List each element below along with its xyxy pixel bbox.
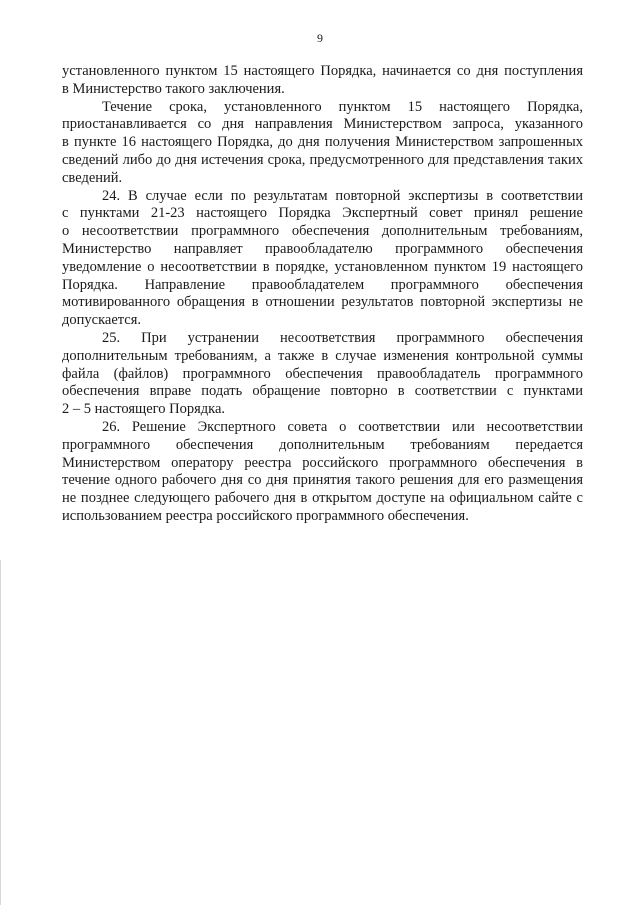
text-line: 24. В случае если по результатам повторной экспертизы в соответствии [102,187,583,204]
document-body [62,63,583,526]
paragraph-term-suspension [62,99,583,188]
text-line: мотивированного обращения в отношении результатов повторной экспертизы не [62,294,583,311]
text-line: файла (файлов) программного обеспечения правообладатель программного [62,365,583,382]
text-line: о несоответствии программного обеспечения дополнительным требованиям, [62,223,583,240]
paragraph-continuation [62,63,583,99]
paragraph-item-25 [62,330,583,419]
text-line: 26. Решение Экспертного совета о соответствии или несоответствии [102,418,583,435]
text-line: обеспечения вправе подать обращение повторно в соответствии с пунктами [62,383,583,400]
text-line: дополнительным требованиям, а также в случае изменения контрольной суммы [62,347,583,364]
text-line: течение одного рабочего дня со дня принятия такого решения для его размещения [62,472,583,489]
text-line: не позднее следующего рабочего дня в открытом доступе на официальном сайте с [62,490,583,507]
text-line: программного обеспечения дополнительным требованиям передается [62,436,583,453]
text-line: Министерство направляет правообладателю программного обеспечения [62,240,583,257]
text-line: сведений либо до дня истечения срока, предусмотренного для представления таких [62,151,583,168]
text-line: Порядка. Направление правообладателем программного обеспечения [62,276,583,293]
paragraph-item-26 [62,419,583,526]
text-line: Течение срока, установленного пунктом 15 настоящего Порядка, [102,98,583,115]
text-line: 25. При устранении несоответствия программного обеспечения [102,329,583,346]
scan-edge-shadow [0,560,1,905]
text-line: допускается. [62,312,142,329]
text-line: приостанавливается со дня направления Министерством запроса, указанного [62,116,583,133]
text-line: в Министерство такого заключения. [62,80,285,97]
text-line: с пунктами 21-23 настоящего Порядка Экспертный совет принял решение [62,205,583,222]
page-number: 9 [317,31,323,45]
text-line: уведомление о несоответствии в порядке, установленном пунктом 19 настоящего [62,258,583,275]
text-line: в пункте 16 настоящего Порядка, до дня получения Министерством запрошенных [62,134,583,151]
paragraph-item-24 [62,188,583,330]
text-line: использованием реестра российского программного обеспечения. [62,507,469,524]
text-line: сведений. [62,169,123,186]
text-line: 2 – 5 настоящего Порядка. [62,401,226,418]
text-line: установленного пунктом 15 настоящего Порядка, начинается со дня поступления [62,63,583,79]
text-line: Министерством оператору реестра российского программного обеспечения в [62,454,583,471]
